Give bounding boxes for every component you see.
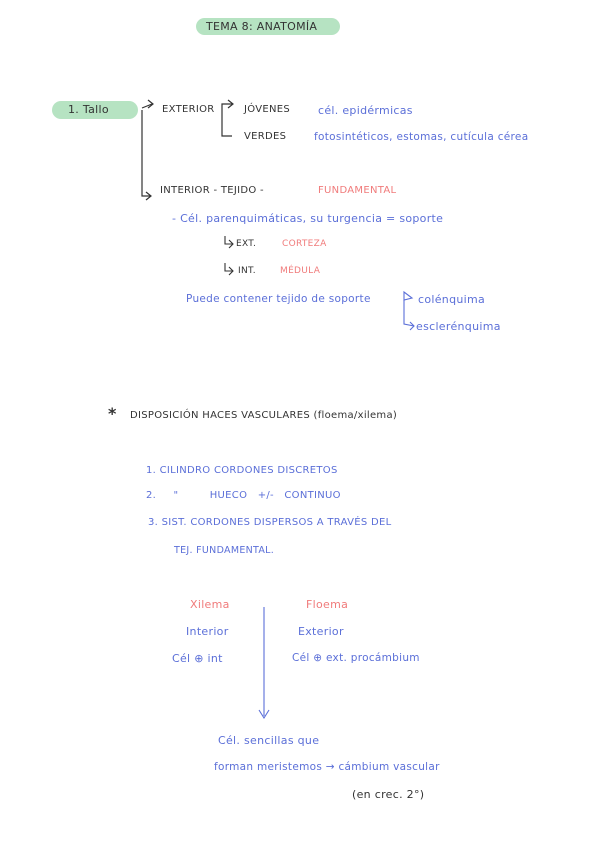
medula-label: MÉDULA [280, 266, 321, 276]
cambium-note-1: Cél. sencillas que [218, 734, 320, 747]
tallo-heading: 1. Tallo [68, 103, 109, 116]
esclerenquima-label: esclerénquima [416, 320, 501, 333]
cambium-note-3: (en crec. 2°) [352, 788, 425, 801]
interior-label: INTERIOR - TEJIDO - [160, 185, 264, 196]
fundamental-label: FUNDAMENTAL [318, 185, 397, 196]
ext-label: EXT. [236, 239, 257, 249]
list-item-1: 1. CILINDRO CORDONES DISCRETOS [146, 465, 338, 476]
xilema-position: Interior [186, 625, 229, 638]
verdes-note: fotosintéticos, estomas, cutícula cérea [314, 131, 529, 143]
star-bullet: * [108, 404, 117, 423]
jovenes-label: JÓVENES [244, 104, 291, 115]
list-item-2: 2. " HUECO +/- CONTINUO [146, 490, 341, 501]
haces-heading: DISPOSICIÓN HACES VASCULARES (floema/xilema) [130, 410, 398, 421]
floema-position: Exterior [298, 625, 344, 638]
int-label: INT. [238, 266, 256, 276]
exterior-label: EXTERIOR [162, 104, 215, 115]
xilema-cells: Cél ⊕ int [172, 652, 223, 665]
page-title: TEMA 8: ANATOMÍA [206, 20, 318, 33]
cambium-note-2: forman meristemos → cámbium vascular [214, 761, 440, 773]
list-item-3: 3. SIST. CORDONES DISPERSOS A TRAVÉS DEL [148, 517, 392, 528]
xilema-heading: Xilema [190, 598, 230, 611]
corteza-label: CORTEZA [282, 239, 327, 249]
soporte-note: Puede contener tejido de soporte [186, 293, 371, 305]
jovenes-note: cél. epidérmicas [318, 104, 413, 117]
floema-cells: Cél ⊕ ext. procámbium [292, 652, 420, 664]
colenquima-label: colénquima [418, 293, 486, 306]
list-item-3-cont: TEJ. FUNDAMENTAL. [174, 545, 275, 556]
parenquimatica-note: - Cél. parenquimáticas, su turgencia = soporte [172, 212, 444, 225]
verdes-label: VERDES [244, 131, 287, 142]
floema-heading: Floema [306, 598, 349, 611]
